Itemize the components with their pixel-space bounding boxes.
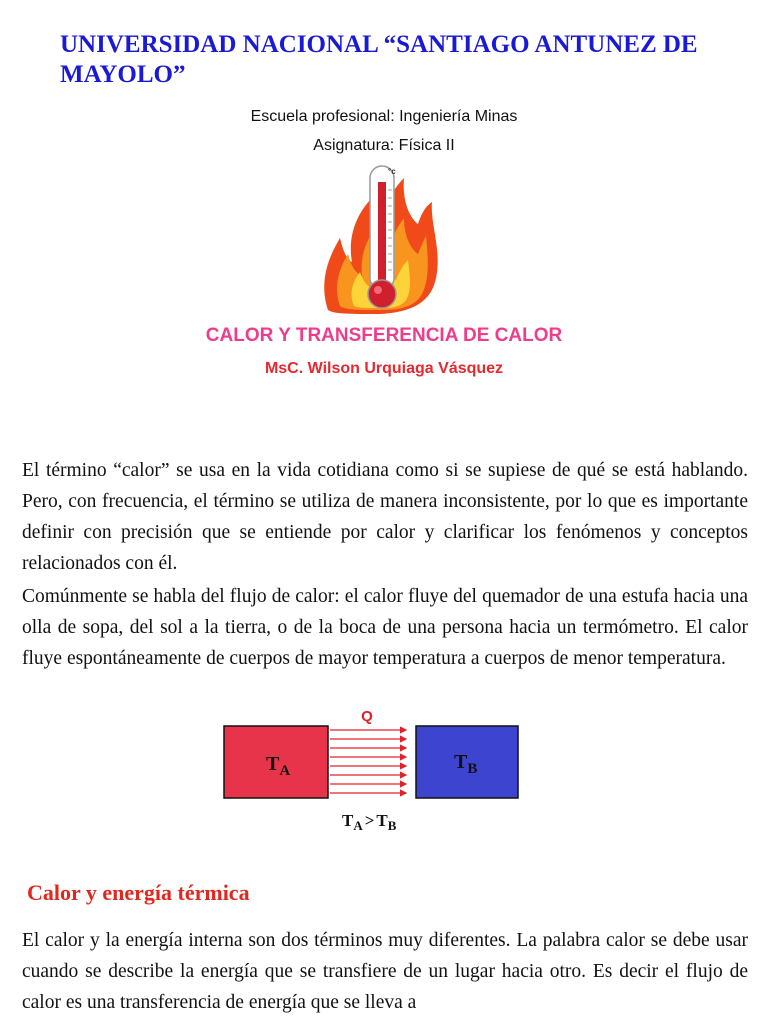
temperature-relation: $T_A > T_B$ bbox=[342, 811, 397, 833]
heat-flow-arrows bbox=[330, 730, 406, 793]
school-line: Escuela profesional: Ingeniería Minas bbox=[250, 108, 518, 125]
thermometer-unit: °c bbox=[388, 167, 396, 176]
thermometer-flame-illustration bbox=[318, 160, 442, 318]
subject-line: Asignatura: Física II bbox=[313, 137, 455, 154]
document-title: CALOR Y TRANSFERENCIA DE CALOR bbox=[205, 325, 563, 346]
paragraph-2: Comúnmente se habla del flujo de calor: el calor fluye del quemador de una estufa hacia una olla de sopa, del sol a la tierra, o de la boca de una persona hacia un termómetro. El calor fluye espontáneamente de cuerpos de mayor temperatura a cuerpos de menor temperatura. bbox=[22, 586, 748, 669]
heat-flow-diagram bbox=[218, 706, 528, 842]
section-heading: Calor y energía térmica bbox=[27, 880, 250, 905]
author-name: MsC. Wilson Urquiaga Vásquez bbox=[264, 360, 504, 377]
thermometer-icon bbox=[368, 166, 396, 308]
left-block-label: $T_A$ bbox=[266, 753, 291, 779]
paragraph-3: El calor y la energía interna son dos términos muy diferentes. La palabra calor se debe usar cuando se describe la energía que se transfiere de un lugar hacia otro. Es decir el flujo de calor es una transferencia de energía que se lleva a bbox=[22, 930, 748, 1013]
right-block-label: $T_B$ bbox=[454, 751, 478, 777]
university-title: UNIVERSIDAD NACIONAL “SANTIAGO ANTUNEZ DE MAYOLO” bbox=[60, 31, 698, 88]
heat-flow-label: Q bbox=[361, 708, 373, 725]
paragraph-1: El término “calor” se usa en la vida cotidiana como si se supiese de qué se está hablando. Pero, con frecuencia, el término se utiliza de manera inconsistente, por lo que es importante definir con precisión que se entiende por calor y clarificar los fenómenos y conceptos relacionados con él. bbox=[22, 460, 748, 574]
